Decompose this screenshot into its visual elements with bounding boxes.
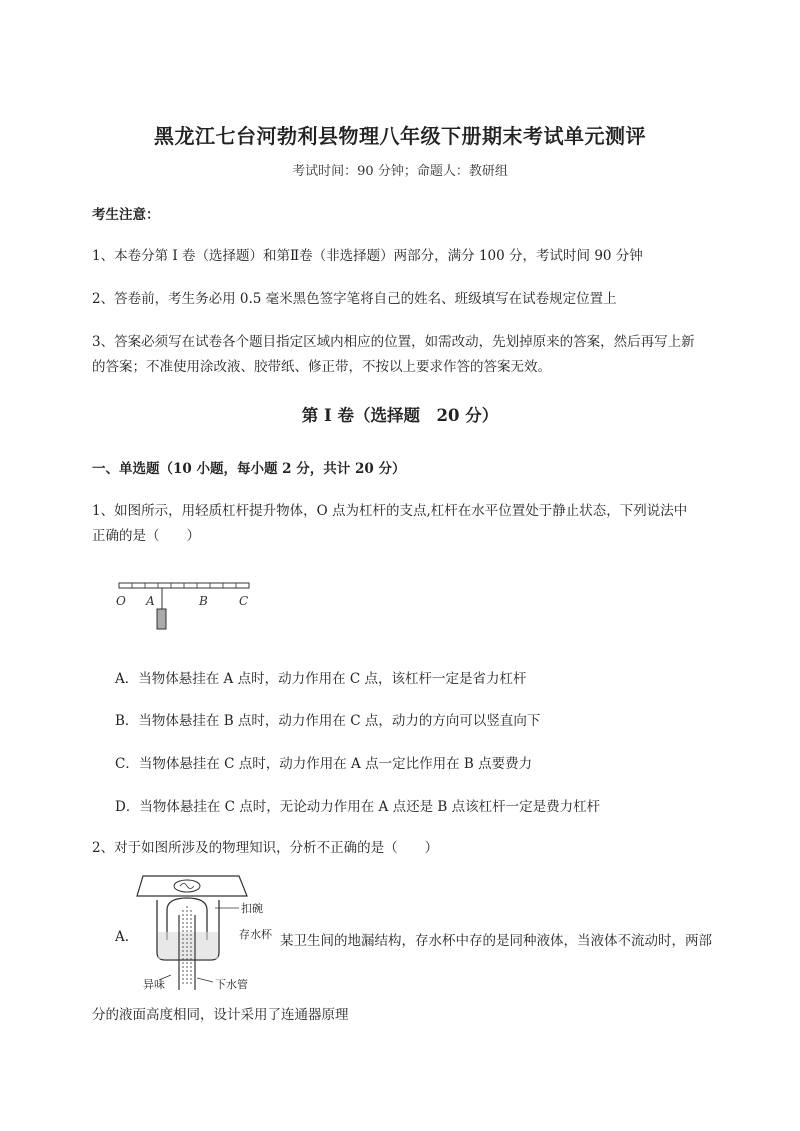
question-1-option-c: C．当物体悬挂在 C 点时，动力作用在 A 点一定比作用在 B 点要费力 bbox=[115, 756, 533, 772]
question-1-option-b: B．当物体悬挂在 B 点时，动力作用在 C 点，动力的方向可以竖直向下 bbox=[115, 713, 541, 729]
notice-item-3-cont: 的答案；不准使用涂改液、胶带纸、修正带，不按以上要求作答的答案无效。 bbox=[92, 359, 551, 375]
label-O: O bbox=[116, 594, 126, 608]
notice-heading: 考生注意： bbox=[92, 207, 160, 223]
question-2-option-a-label: A. bbox=[115, 929, 130, 945]
label-A: A bbox=[146, 594, 155, 608]
question-1-option-a: A．当物体悬挂在 A 点时，动力作用在 C 点，该杠杆一定是省力杠杆 bbox=[115, 671, 527, 687]
label-bowl: 扣碗 bbox=[241, 902, 263, 915]
label-pipe: 下水管 bbox=[215, 978, 248, 991]
question-2-option-a-cont: 分的液面高度相同，设计采用了连通器原理 bbox=[92, 1007, 349, 1023]
question-1-stem: 1、如图所示，用轻质杠杆提升物体，O 点为杠杆的支点,杠杆在水平位置处于静止状态，下列说法中 bbox=[92, 503, 688, 519]
exam-title: 黑龙江七台河勃利县物理八年级下册期末考试单元测评 bbox=[154, 124, 646, 148]
label-cup: 存水杯 bbox=[239, 928, 272, 941]
question-2-stem: 2、对于如图所涉及的物理知识，分析不正确的是（ ） bbox=[92, 840, 439, 856]
label-odor: 异味 bbox=[143, 978, 165, 991]
question-2-option-a-text: 某卫生间的地漏结构，存水杯中存的是同种液体，当液体不流动时，两部 bbox=[280, 933, 712, 949]
question-1-stem-cont: 正确的是（ ） bbox=[92, 528, 200, 544]
label-C: C bbox=[239, 594, 249, 608]
floor-drain-figure bbox=[135, 870, 280, 995]
water-level bbox=[158, 932, 218, 959]
exam-subtitle: 考试时间：90 分钟；命题人：教研组 bbox=[292, 164, 508, 179]
notice-item-3: 3、答案必须写在试卷各个题目指定区域内相应的位置，如需改动，先划掉原来的答案，然后再写上新 bbox=[92, 334, 695, 350]
lever-figure bbox=[112, 575, 262, 635]
question-1-option-d: D．当物体悬挂在 C 点时，无论动力作用在 A 点还是 B 点该杠杆一定是费力杠杆 bbox=[115, 799, 601, 815]
label-B: B bbox=[199, 594, 208, 608]
section-title: 第 I 卷（选择题 20 分） bbox=[301, 406, 499, 425]
hanging-weight bbox=[157, 609, 166, 629]
part-heading: 一、单选题（10 小题，每小题 2 分，共计 20 分） bbox=[92, 461, 406, 477]
notice-item-2: 2、答卷前，考生务必用 0.5 毫米黑色签字笔将自己的姓名、班级填写在试卷规定位置上 bbox=[92, 291, 617, 307]
notice-item-1: 1、本卷分第 I 卷（选择题）和第Ⅱ卷（非选择题）两部分，满分 100 分，考试时间 90 分钟 bbox=[92, 248, 643, 264]
